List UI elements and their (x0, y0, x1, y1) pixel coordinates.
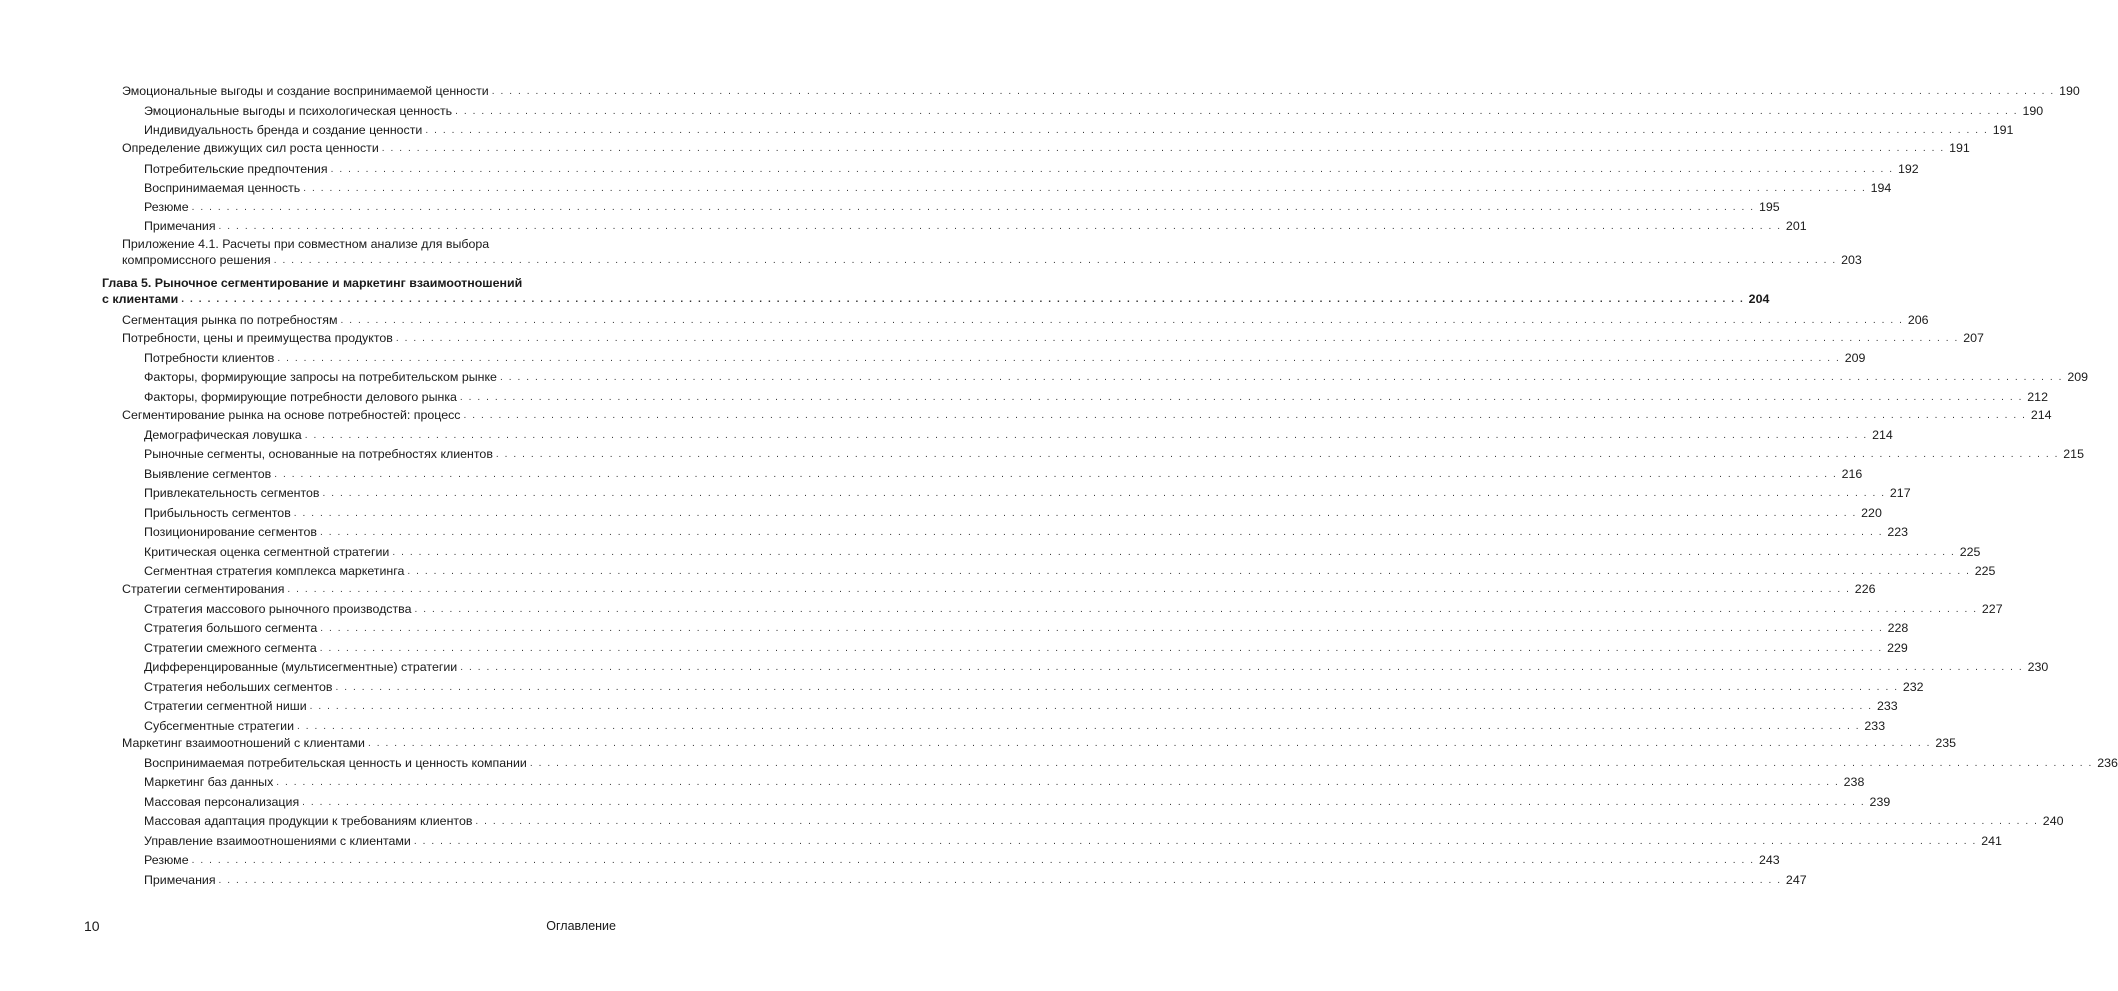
leader-dots (425, 125, 1988, 137)
toc-entry-title: Примечания (144, 219, 216, 233)
toc-entry-page: 243 (1758, 853, 1780, 867)
toc-entry (144, 443, 2084, 461)
leader-dots (496, 449, 2059, 461)
toc-entry (144, 100, 2044, 118)
toc-entry-page: 236 (2097, 756, 2118, 770)
toc-entry-title: Маркетинг взаимоотношений с клиентами (122, 736, 365, 750)
toc-entry (144, 119, 2014, 137)
toc-entry-page: 230 (2027, 660, 2049, 674)
toc-entry-title: Массовая персонализация (144, 795, 300, 809)
leader-dots (460, 662, 2023, 674)
leader-dots (277, 353, 1840, 365)
toc-entry (144, 541, 1981, 559)
toc-entry (144, 656, 2049, 674)
toc-entry-page: 212 (2027, 390, 2048, 404)
toc-entry-title: Факторы, формирующие запросы на потребительском рынке (144, 370, 497, 384)
toc-entry (144, 215, 1807, 233)
toc-entry (144, 637, 1908, 655)
toc-entry (144, 752, 2118, 770)
toc-entry (144, 177, 1892, 195)
leader-dots (396, 333, 1959, 345)
toc-entry (144, 502, 1882, 520)
toc-entry-page: 203 (1841, 253, 1862, 267)
toc-entry (144, 482, 1911, 500)
chapter-page: 204 (1748, 292, 1770, 306)
toc-entry-title: Стратегии сегментирования (122, 582, 285, 596)
toc-entry (144, 598, 2003, 616)
toc-entry-title: Эмоциональные выгоды и создание воспринимаемой ценности (122, 84, 489, 98)
toc-entry-page: 239 (1869, 795, 1891, 809)
leader-dots (341, 315, 1904, 327)
toc-entry-title: Воспринимаемая ценность (144, 181, 301, 195)
toc-entry (144, 771, 1865, 789)
toc-entry (122, 327, 1984, 345)
toc-entry-title: Массовая адаптация продукции к требованиям клиентов (144, 814, 473, 828)
toc-entry-page: 233 (1864, 719, 1886, 733)
leader-dots (192, 202, 1755, 214)
toc-entry (144, 695, 1898, 713)
toc-entry-title: Рыночные сегменты, основанные на потребностях клиентов (144, 447, 493, 461)
toc-entry (122, 732, 1957, 750)
leader-dots (530, 758, 2093, 770)
toc-entry-title-line1: Приложение 4.1. Расчеты при совместном анализе для выбора (122, 237, 490, 251)
toc-entry-page: 201 (1785, 219, 1807, 233)
toc-entry-title: Привлекательность сегментов (144, 486, 320, 500)
leader-dots (415, 604, 1978, 616)
toc-entry-title: Позиционирование сегментов (144, 525, 318, 539)
leader-dots (392, 547, 1955, 559)
toc-entry (144, 715, 1886, 733)
toc-entry (144, 521, 1909, 539)
leader-dots (274, 469, 1837, 481)
toc-entry (144, 791, 1891, 809)
toc-entry-page: 192 (1897, 162, 1919, 176)
leader-dots (320, 643, 1883, 655)
toc-entry-title: Дифференцированные (мультисегментные) стратегии (144, 660, 458, 674)
leader-dots (302, 797, 1865, 809)
toc-entry-page: 190 (2022, 104, 2044, 118)
toc-entry (144, 424, 1893, 442)
toc-entry-page: 209 (2067, 370, 2088, 384)
toc-entry (144, 869, 1807, 887)
page-number: 10 (84, 918, 100, 934)
toc-entry-page: 214 (2030, 408, 2052, 422)
leader-dots (192, 855, 1755, 867)
toc-entry-page: 191 (1992, 123, 2014, 137)
chapter-title: с клиентами (102, 292, 179, 306)
toc-entry-title: компромиссного решения (122, 253, 271, 267)
leader-dots (294, 508, 1857, 520)
leader-dots (274, 255, 1837, 267)
toc-entry-page: 194 (1870, 181, 1892, 195)
toc-entry-title: Резюме (144, 853, 189, 867)
toc-entry (144, 386, 2048, 404)
toc-entry-page: 206 (1907, 313, 1929, 327)
toc-entry-page: 223 (1887, 525, 1909, 539)
toc-entry-title: Маркетинг баз данных (144, 775, 274, 789)
toc-entry (144, 676, 1924, 694)
leader-dots (303, 183, 1866, 195)
toc-entry-page: 214 (1872, 428, 1893, 442)
toc-entry-page: 241 (1981, 834, 2002, 848)
chapter-entry (102, 288, 1770, 306)
toc-entry-page: 235 (1935, 736, 1957, 750)
toc-entry-title: Индивидуальность бренда и создание ценности (144, 123, 423, 137)
toc-entry-title: Демографическая ловушка (144, 428, 302, 442)
leader-dots (460, 392, 2023, 404)
toc-entry-title: Сегментирование рынка на основе потребностей: процесс (122, 408, 461, 422)
toc-entry-title: Сегментная стратегия комплекса маркетинга (144, 564, 405, 578)
toc-entry (144, 196, 1780, 214)
leader-dots (368, 738, 1931, 750)
toc-entry-page: 207 (1963, 331, 1984, 345)
toc-entry (144, 463, 1863, 481)
toc-entry-page: 216 (1841, 467, 1863, 481)
leader-dots (336, 682, 1899, 694)
leader-dots (320, 527, 1883, 539)
toc-entry (144, 830, 2002, 848)
leader-dots (331, 164, 1894, 176)
toc-entry (122, 137, 1970, 155)
toc-entry-title: Субсегментные стратегии (144, 719, 295, 733)
leader-dots (287, 584, 1850, 596)
chapter-title-line1: Глава 5. Рыночное сегментирование и маркетинг взаимоотношений (102, 276, 523, 290)
toc-entry-page: 225 (1959, 545, 1981, 559)
toc-entry-title: Определение движущих сил роста ценности (122, 141, 379, 155)
toc-entry-page: 191 (1949, 141, 1970, 155)
leader-dots (382, 143, 1945, 155)
toc-entry-page: 229 (1887, 641, 1908, 655)
leader-dots (219, 875, 1782, 887)
toc-entry-page: 226 (1854, 582, 1876, 596)
leader-dots (475, 816, 2038, 828)
toc-entry-title: Потребности клиентов (144, 351, 275, 365)
toc-entry-title: Выявление сегментов (144, 467, 272, 481)
leader-dots (320, 623, 1883, 635)
toc-entry (144, 849, 1780, 867)
leader-dots (181, 294, 1744, 306)
toc-entry (122, 249, 1862, 267)
leader-dots (305, 430, 1868, 442)
toc-entry (144, 158, 1919, 176)
toc-entry-page: 238 (1843, 775, 1865, 789)
toc-entry-title: Воспринимаемая потребительская ценность и ценность компании (144, 756, 527, 770)
toc-entry-title: Сегментация рынка по потребностям (122, 313, 338, 327)
toc-entry-page: 220 (1861, 506, 1882, 520)
toc-entry-page: 225 (1974, 564, 1996, 578)
toc-entry-title: Потребности, цены и преимущества продуктов (122, 331, 393, 345)
leader-dots (407, 566, 1970, 578)
leader-dots (492, 86, 2055, 98)
toc-entry-title: Управление взаимоотношениями с клиентами (144, 834, 411, 848)
toc-entry-page: 233 (1877, 699, 1898, 713)
toc-entry-page: 215 (2063, 447, 2084, 461)
toc-entry (144, 810, 2064, 828)
toc-entry (144, 560, 1996, 578)
toc-entry-page: 190 (2059, 84, 2080, 98)
toc-entry-page: 195 (1758, 200, 1780, 214)
toc-entry-title: Стратегия небольших сегментов (144, 680, 333, 694)
toc-entry-page: 232 (1902, 680, 1924, 694)
toc-entry-title: Стратегия массового рыночного производства (144, 602, 412, 616)
leader-dots (276, 777, 1839, 789)
leader-dots (219, 221, 1782, 233)
leader-dots (414, 836, 1977, 848)
leader-dots (310, 701, 1873, 713)
toc-entry-page: 228 (1887, 621, 1909, 635)
toc-entry-page: 240 (2042, 814, 2064, 828)
toc-entry-title: Прибыльность сегментов (144, 506, 291, 520)
toc-entry-title: Резюме (144, 200, 189, 214)
toc-entry-title: Примечания (144, 873, 216, 887)
toc-entry (144, 617, 1909, 635)
toc-entry (122, 578, 1876, 596)
toc-entry (144, 366, 2088, 384)
toc-entry-page: 227 (1981, 602, 2003, 616)
toc-entry-page: 217 (1889, 486, 1911, 500)
toc-entry-page: 209 (1844, 351, 1866, 365)
toc-entry (122, 80, 2080, 98)
toc-entry-title: Потребительские предпочтения (144, 162, 328, 176)
leader-dots (323, 488, 1886, 500)
toc-entry-title: Факторы, формирующие потребности делового рынка (144, 390, 457, 404)
toc-entry-page: 247 (1785, 873, 1807, 887)
toc-entry-title: Эмоциональные выгоды и психологическая ценность (144, 104, 453, 118)
leader-dots (455, 106, 2018, 118)
toc-entry (122, 404, 2052, 422)
toc-entry-title: Стратегии сегментной ниши (144, 699, 307, 713)
running-footer-title: Оглавление (546, 919, 616, 933)
toc-entry-title: Стратегия большого сегмента (144, 621, 318, 635)
toc-entry (144, 347, 1866, 365)
toc-entry-title: Стратегии смежного сегмента (144, 641, 317, 655)
toc-entry-title: Критическая оценка сегментной стратегии (144, 545, 390, 559)
toc-entry (122, 309, 1929, 327)
leader-dots (500, 372, 2063, 384)
leader-dots (464, 410, 2027, 422)
